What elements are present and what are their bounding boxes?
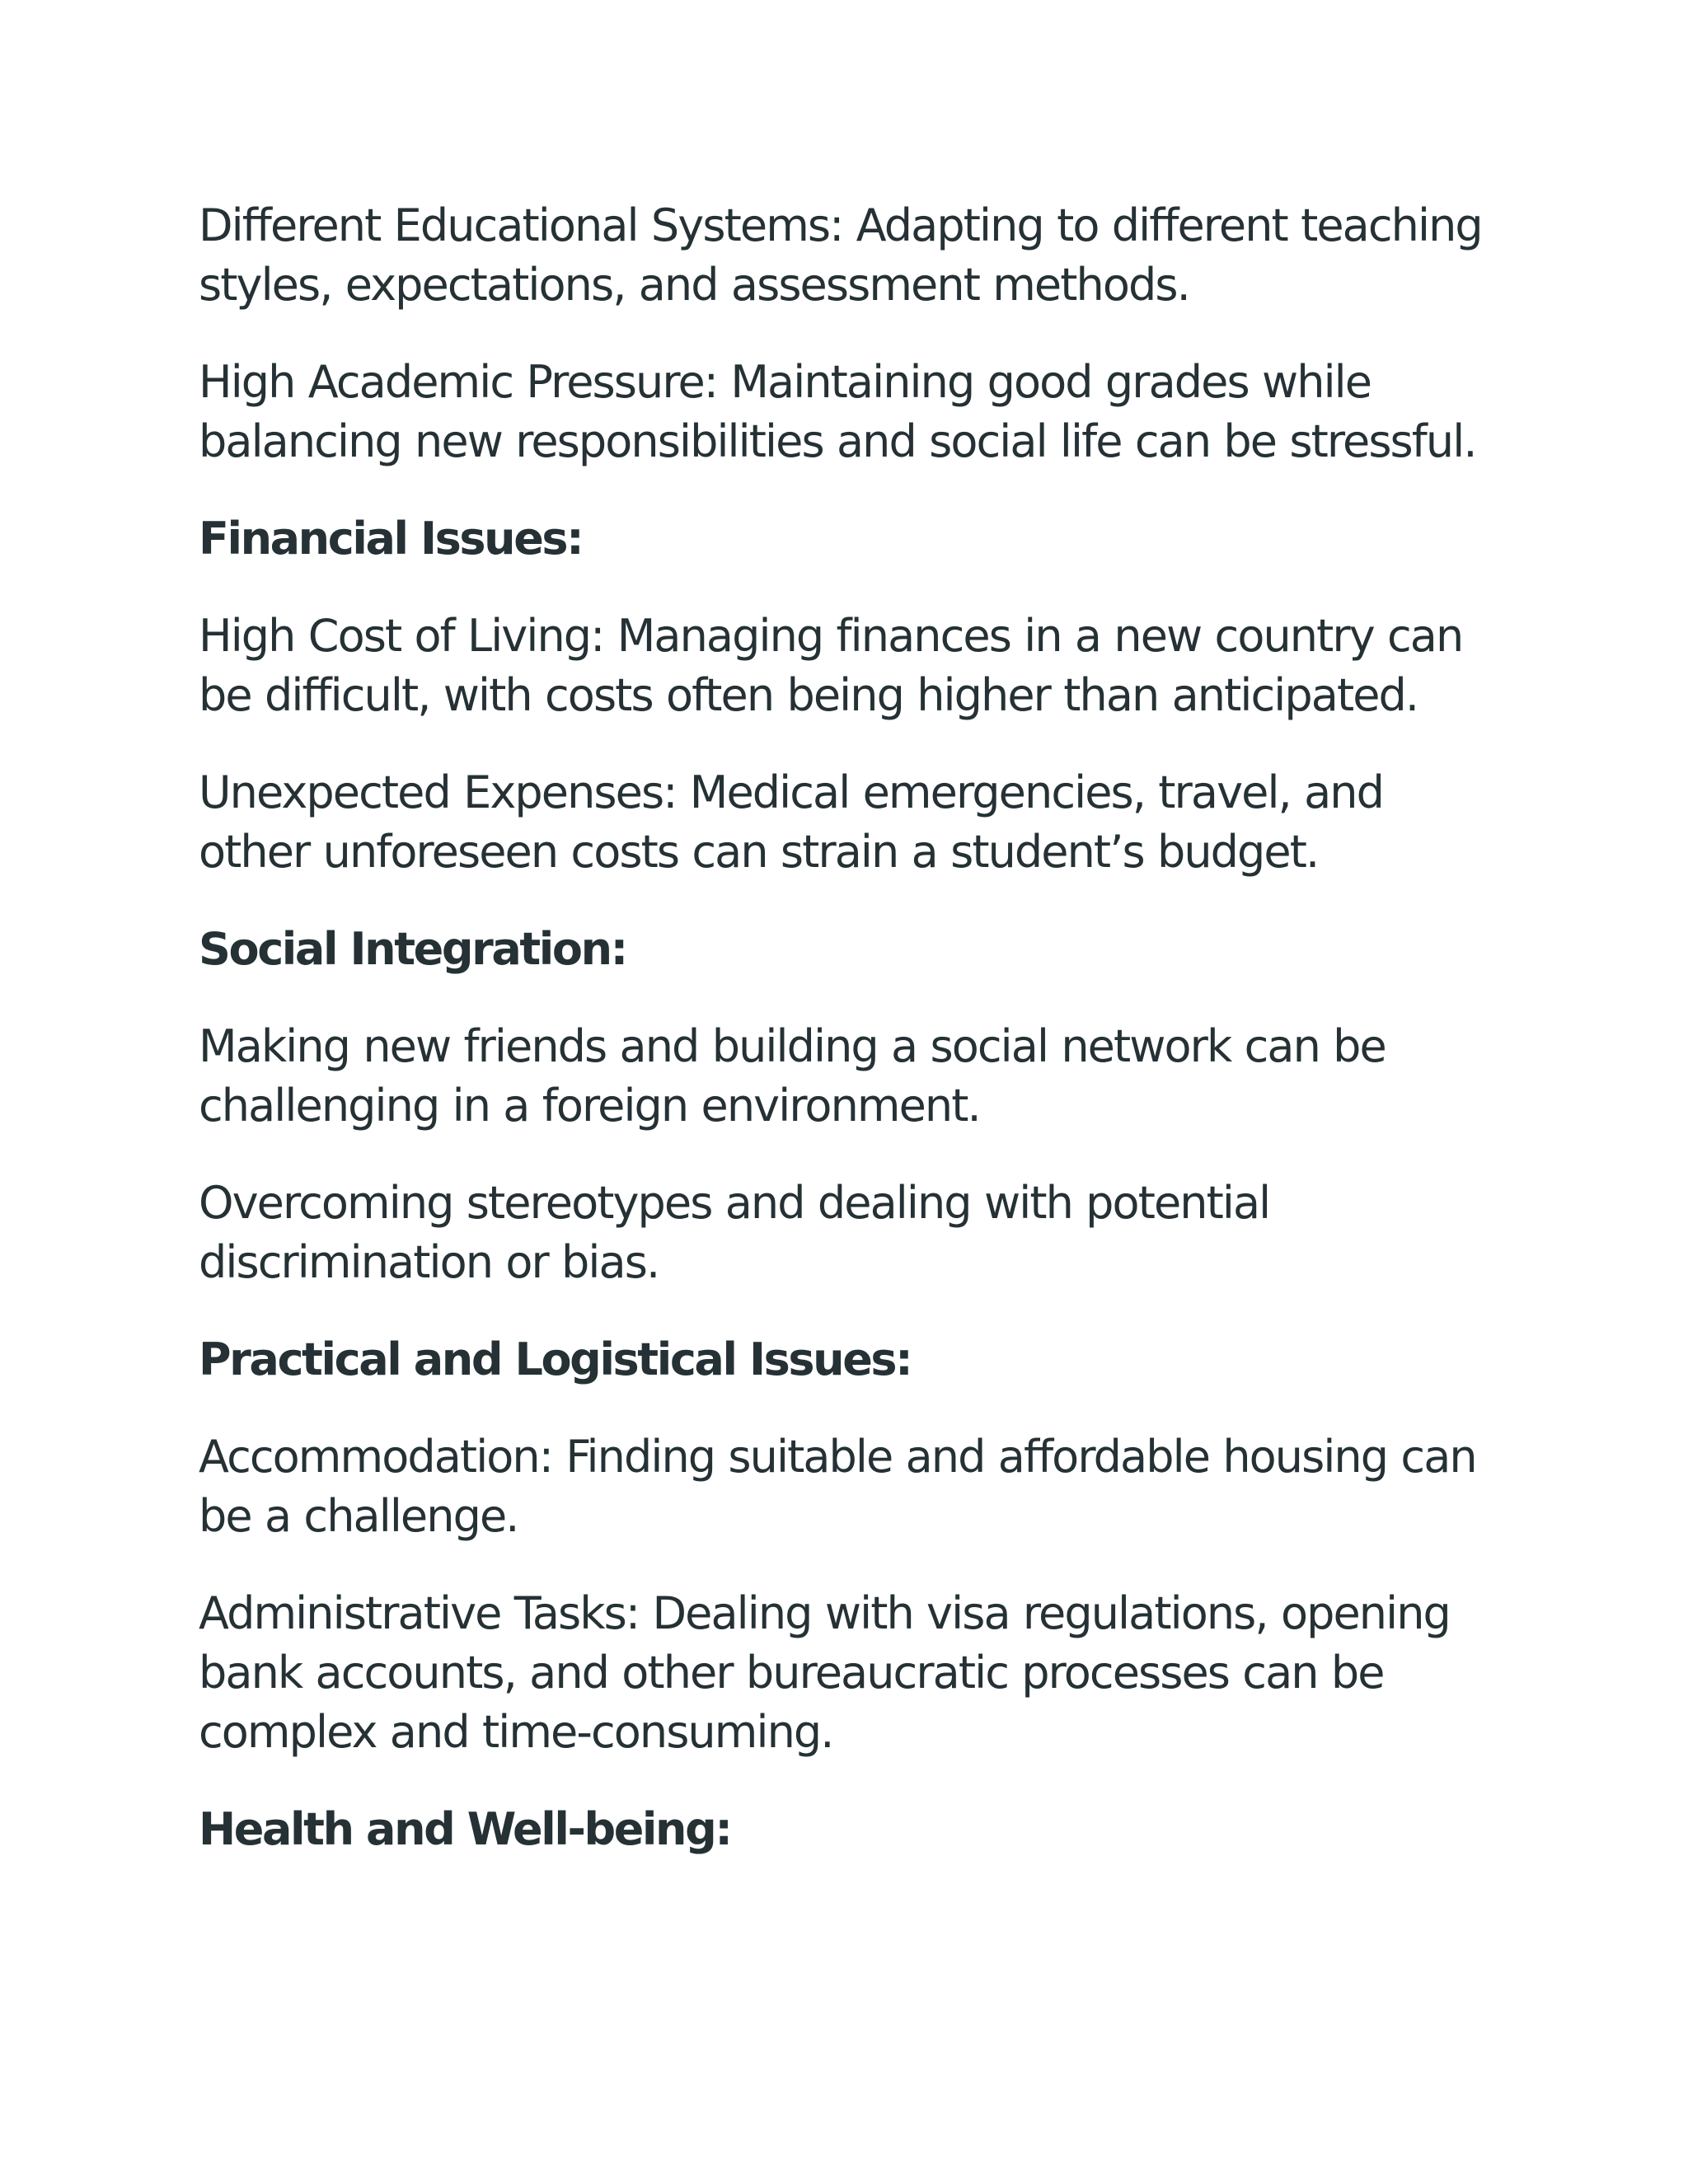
heading-health-wellbeing: Health and Well-being: — [199, 1803, 731, 1855]
heading-social-integration: Social Integration: — [199, 923, 626, 975]
paragraph-cost-of-living: High Cost of Living: Managing finances in a new country can be difficult, with costs often being higher than anticipated. — [199, 610, 1463, 721]
paragraph-accommodation: Accommodation: Finding suitable and affordable housing can be a challenge. — [199, 1431, 1476, 1542]
paragraph-stereotypes: Overcoming stereotypes and dealing with potential discrimination or bias. — [199, 1177, 1270, 1288]
paragraph-unexpected-expenses: Unexpected Expenses: Medical emergencies, travel, and other unforeseen costs can strain a student’s budget. — [199, 766, 1383, 878]
paragraph-administrative-tasks: Administrative Tasks: Dealing with visa regulations, opening bank accounts, and other bureaucratic processes can be complex and time-consuming. — [199, 1587, 1450, 1758]
paragraph-making-friends: Making new friends and building a social network can be challenging in a foreign environment. — [199, 1020, 1386, 1132]
paragraph-academic-pressure: High Academic Pressure: Maintaining good grades while balancing new responsibilities and social life can be stressful. — [199, 356, 1476, 467]
heading-financial-issues: Financial Issues: — [199, 513, 583, 565]
document-body — [199, 196, 1501, 1897]
paragraph-educational-systems: Different Educational Systems: Adapting to different teaching styles, expectations, and assessment methods. — [199, 199, 1482, 311]
heading-practical-logistical: Practical and Logistical Issues: — [199, 1333, 912, 1385]
